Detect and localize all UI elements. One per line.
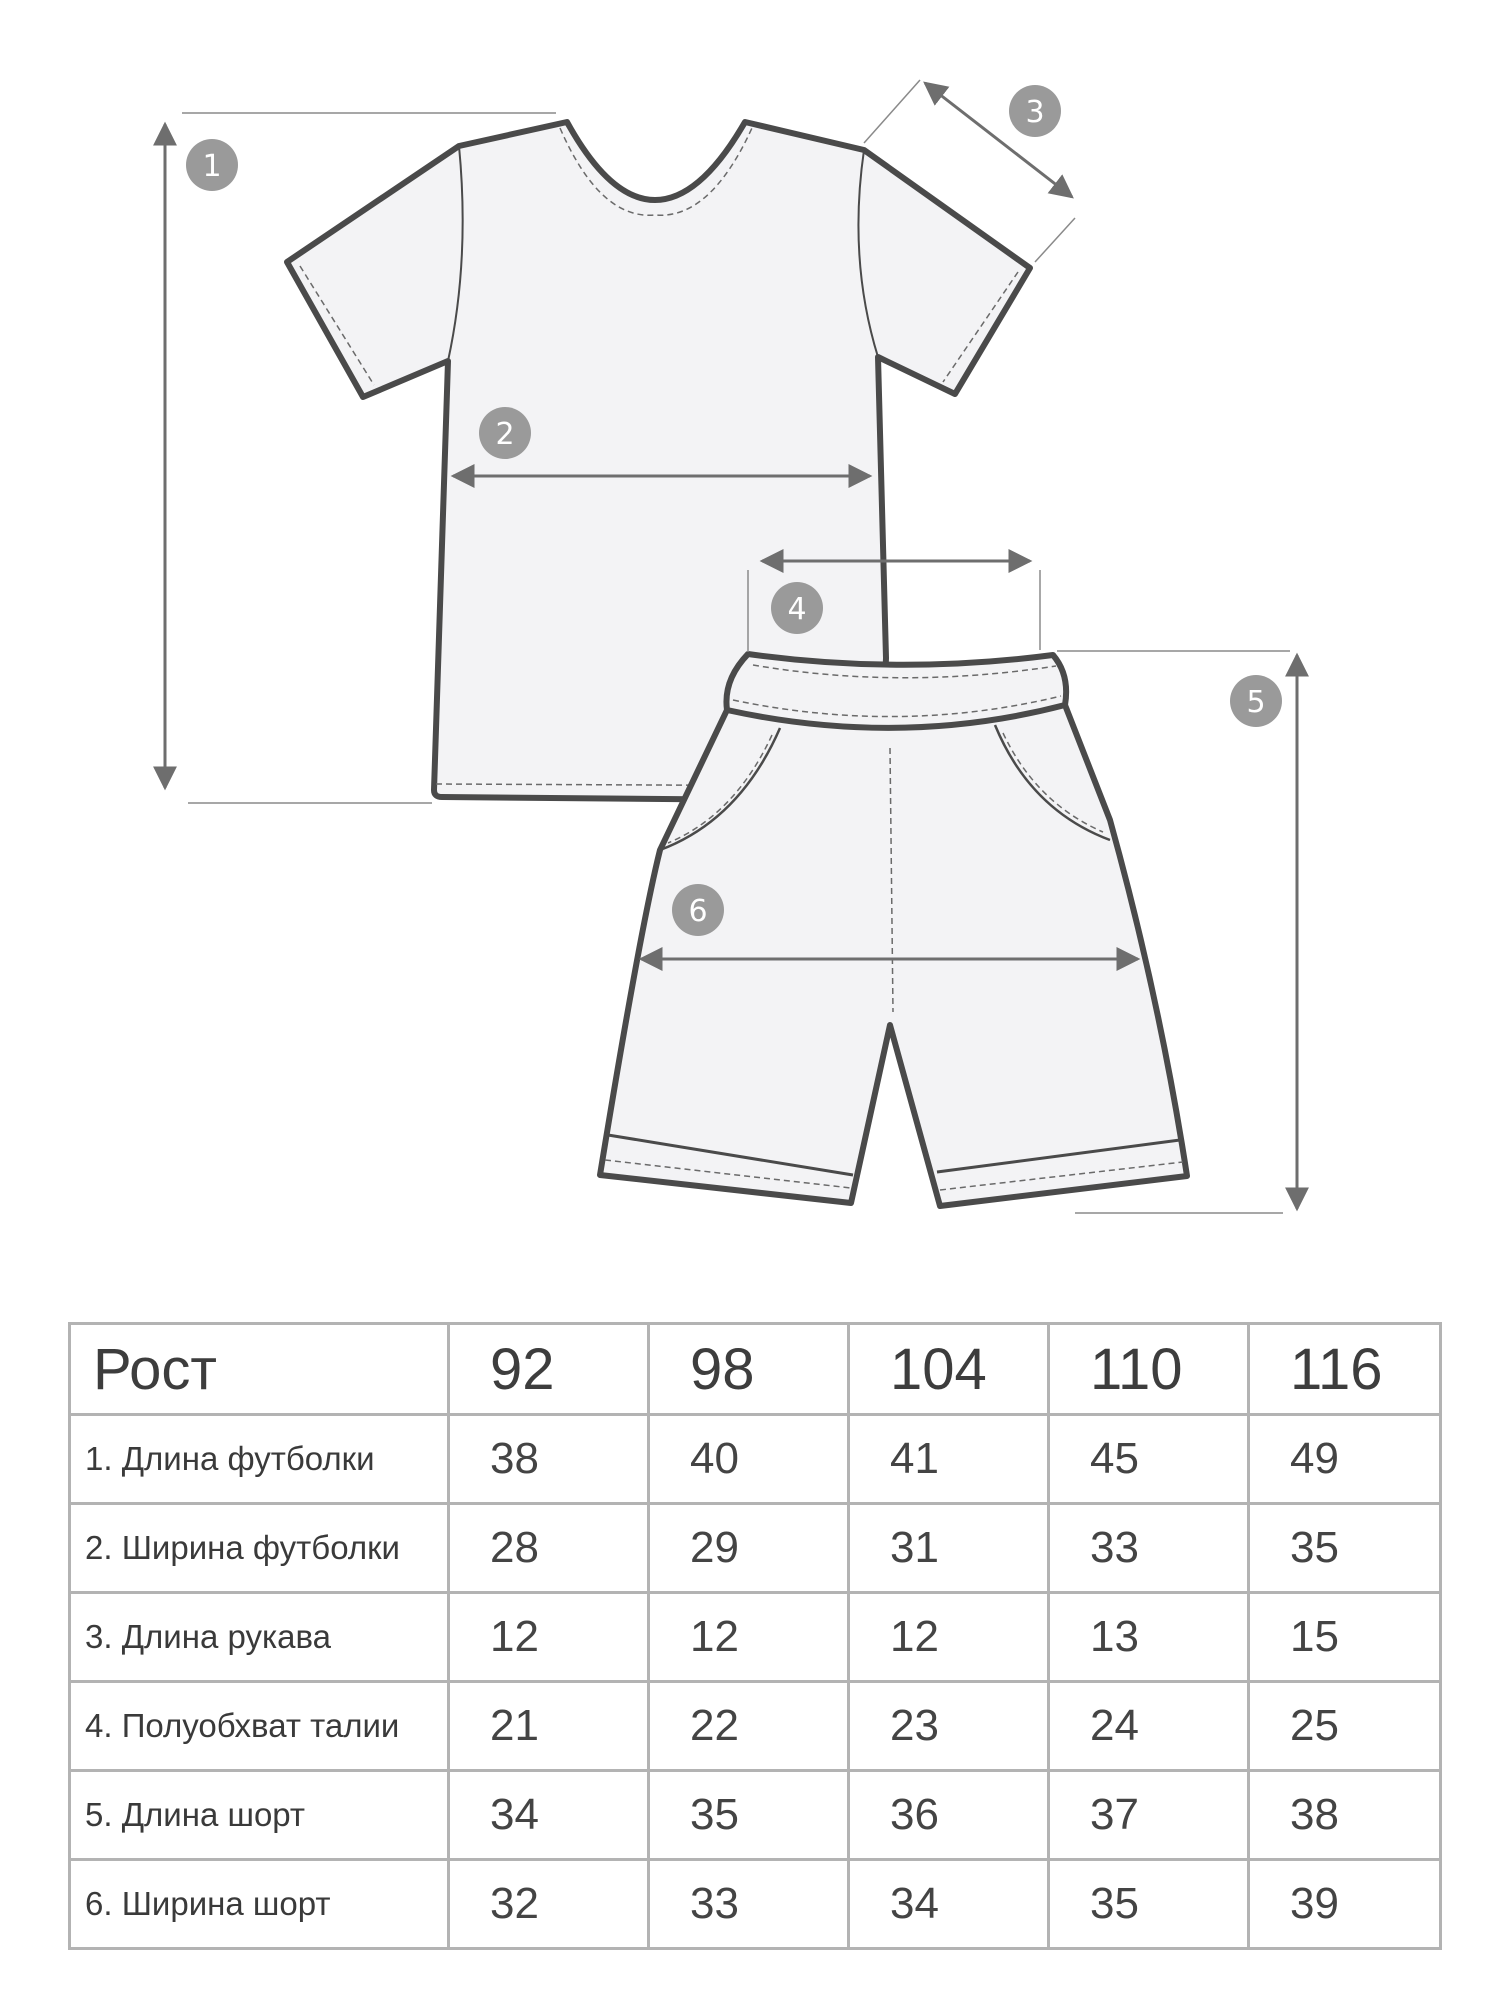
row-label: 3. Длина рукава (70, 1593, 449, 1682)
table-row (70, 1860, 1441, 1949)
table-cell: 12 (649, 1593, 849, 1682)
marker-1 (186, 139, 238, 191)
marker-2 (479, 407, 531, 459)
row-label: 1. Длина футболки (70, 1415, 449, 1504)
table-cell: 39 (1249, 1860, 1441, 1949)
table-cell: 41 (849, 1415, 1049, 1504)
marker-5-label: 5 (1246, 685, 1266, 720)
size-table (68, 1322, 1442, 1950)
table-row (70, 1771, 1441, 1860)
table-cell: 38 (1249, 1771, 1441, 1860)
table-cell: 22 (649, 1682, 849, 1771)
table-header-row (70, 1324, 1441, 1415)
table-row (70, 1593, 1441, 1682)
table-cell: 28 (449, 1504, 649, 1593)
marker-4-label: 4 (787, 592, 807, 627)
size-header-cell: 110 (1049, 1324, 1249, 1415)
table-cell: 23 (849, 1682, 1049, 1771)
table-cell: 35 (1049, 1860, 1249, 1949)
table-cell: 40 (649, 1415, 849, 1504)
size-header-cell: 116 (1249, 1324, 1441, 1415)
table-cell: 12 (849, 1593, 1049, 1682)
marker-1-label: 1 (202, 149, 222, 184)
row-label: 4. Полуобхват талии (70, 1682, 449, 1771)
table-cell: 34 (449, 1771, 649, 1860)
height-header-cell: Рост (70, 1324, 449, 1415)
table-cell: 15 (1249, 1593, 1441, 1682)
table-cell: 25 (1249, 1682, 1441, 1771)
row-label: 6. Ширина шорт (70, 1860, 449, 1949)
row-label: 2. Ширина футболки (70, 1504, 449, 1593)
table-cell: 34 (849, 1860, 1049, 1949)
table-cell: 21 (449, 1682, 649, 1771)
table-cell: 36 (849, 1771, 1049, 1860)
table-cell: 29 (649, 1504, 849, 1593)
marker-6-label: 6 (688, 894, 708, 929)
table-cell: 31 (849, 1504, 1049, 1593)
marker-4 (771, 582, 823, 634)
table-row (70, 1682, 1441, 1771)
table-cell: 37 (1049, 1771, 1249, 1860)
table-row (70, 1504, 1441, 1593)
marker-6 (672, 884, 724, 936)
marker-2-label: 2 (495, 417, 515, 452)
table-cell: 33 (649, 1860, 849, 1949)
table-cell: 12 (449, 1593, 649, 1682)
row-label: 5. Длина шорт (70, 1771, 449, 1860)
table-cell: 35 (649, 1771, 849, 1860)
table-cell: 24 (1049, 1682, 1249, 1771)
table-row (70, 1415, 1441, 1504)
marker-3 (1009, 85, 1061, 137)
table-cell: 49 (1249, 1415, 1441, 1504)
size-header-cell: 104 (849, 1324, 1049, 1415)
table-cell: 38 (449, 1415, 649, 1504)
table-cell: 35 (1249, 1504, 1441, 1593)
table-cell: 45 (1049, 1415, 1249, 1504)
size-header-cell: 98 (649, 1324, 849, 1415)
table-cell: 13 (1049, 1593, 1249, 1682)
marker-5 (1230, 675, 1282, 727)
marker-3-label: 3 (1025, 95, 1045, 130)
size-header-cell: 92 (449, 1324, 649, 1415)
table-cell: 33 (1049, 1504, 1249, 1593)
table-cell: 32 (449, 1860, 649, 1949)
